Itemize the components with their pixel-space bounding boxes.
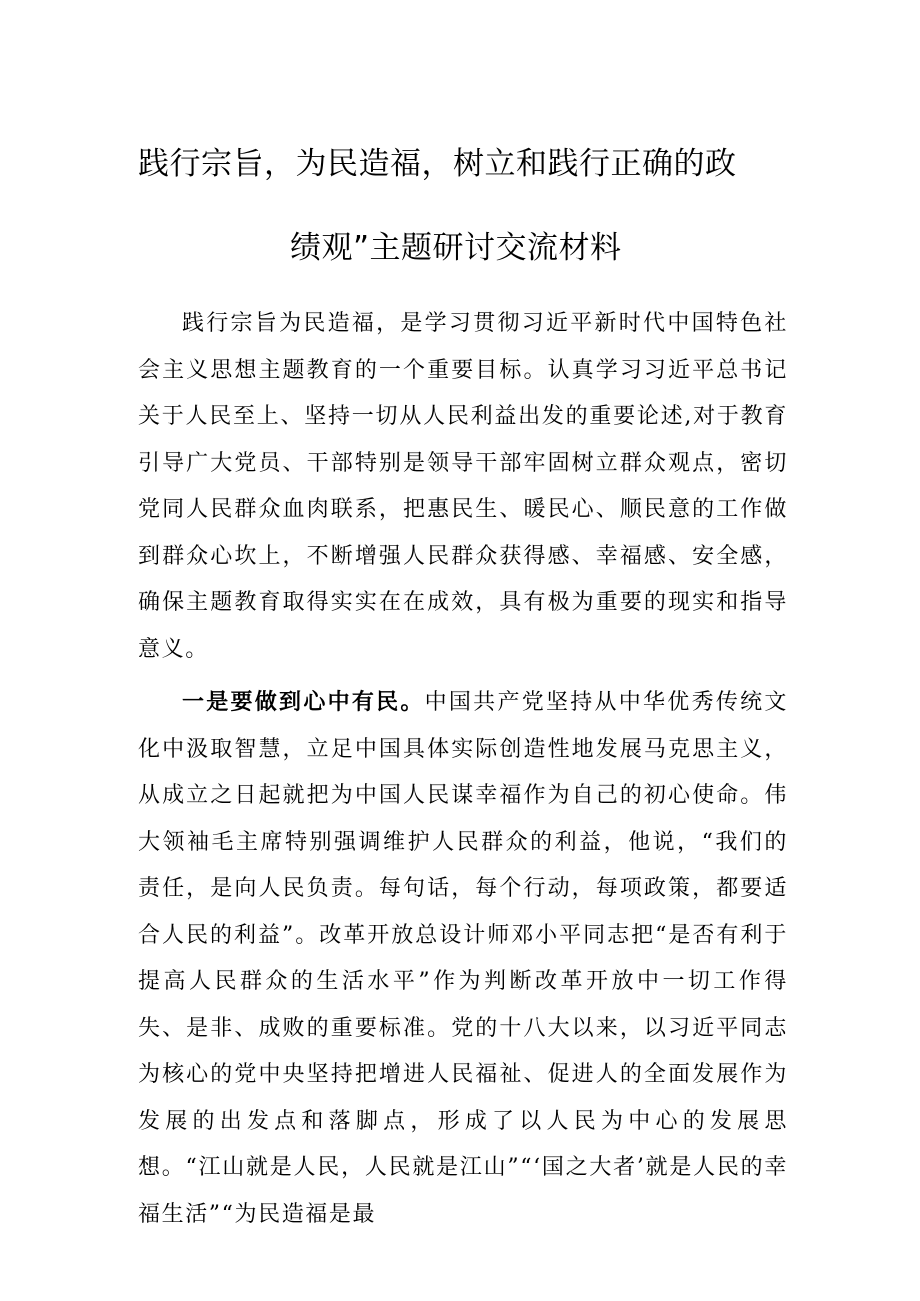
paragraph-point-one: [138, 680, 788, 1238]
document-title-line-2: 绩观”主题研讨交流材料: [290, 230, 622, 266]
paragraph-lead-heading: 一是要做到心中有民。: [182, 690, 425, 715]
paragraph-intro: 践行宗旨为民造福，是学习贯彻习近平新时代中国特色社会主义思想主题教育的一个重要目标。认真学习习近平总书记关于人民至上、坚持一切从人民利益出发的重要论述,对于教育引导广大党员、干部特别是领导干部牢固树立群众观点，密切党同人民群众血肉联系，把惠民生、暖民心、顺民意的工作做到群众心坎上，不断增强人民群众获得感、幸福感、安全感，确保主题教育取得实实在在成效，具有极为重要的现实和指导意义。: [138, 311, 788, 662]
document-body: [138, 301, 788, 1238]
document-title-line-1: 践行宗旨，为民造福，树立和践行正确的政: [138, 146, 737, 182]
paragraph-point-one-body: 中国共产党坚持从中华优秀传统文化中汲取智慧，立足中国具体实际创造性地发展马克思主义，从成立之日起就把为中国人民谋幸福作为自己的初心使命。伟大领袖毛主席特别强调维护人民群众的利益，他说，“我们的责任，是向人民负责。每句话，每个行动，每项政策，都要适合人民的利益”。改革开放总设计师邓小平同志把“是否有利于提高人民群众的生活水平”作为判断改革开放中一切工作得失、是非、成败的重要标准。党的十八大以来，以习近平同志为核心的党中央坚持把增进人民福祉、促进人的全面发展作为发展的出发点和落脚点，形成了以人民为中心的发展思想。“江山就是人民，人民就是江山”“‘国之大者’就是人民的幸福生活”“为民造福是最: [138, 690, 788, 1227]
